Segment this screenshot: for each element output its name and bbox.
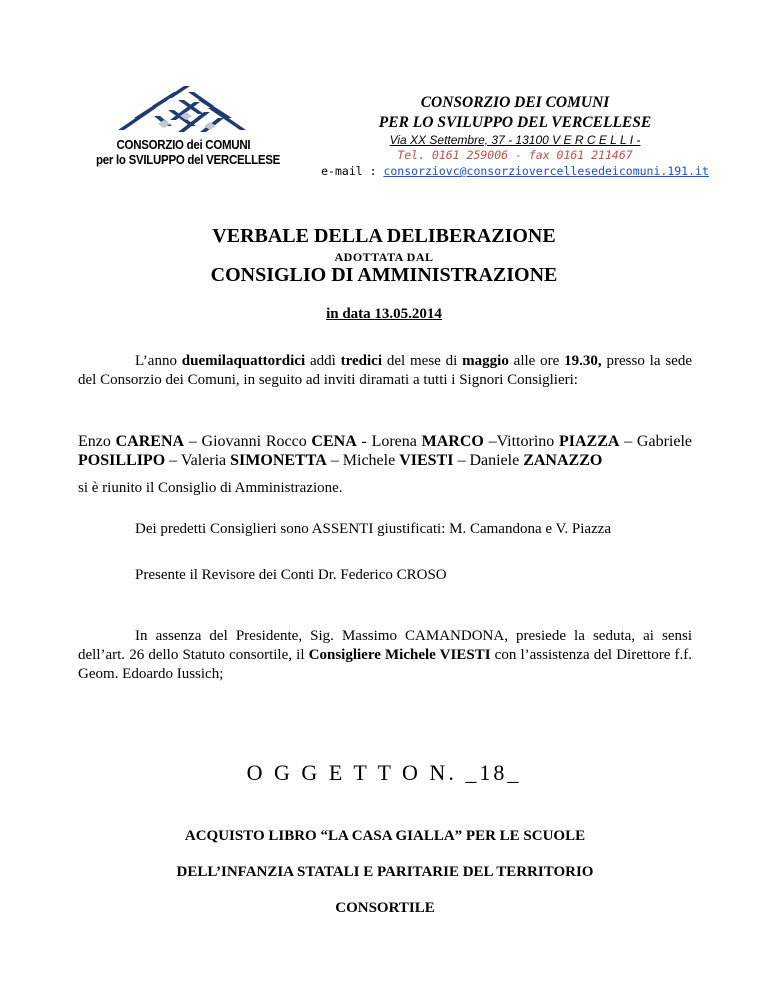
consortium-logo — [96, 86, 286, 178]
chair-paragraph: In assenza del Presidente, Sig. Massimo CAMANDONA, presiede la seduta, ai sensi dell’art. 26 dello Statuto consortile, il Consigliere Michele VIESTI con l’assistenza del Direttore f.f. Geom. Edoardo Iussich; — [78, 628, 692, 682]
opening-paragraph: L’anno duemilaquattordici addì tredici del mese di maggio alle ore 19.30, presso la sede del Consorzio dei Comuni, in seguito ad inviti diramati a tutti i Signori Consiglieri: — [78, 353, 692, 388]
email-link[interactable]: consorziovc@consorziovercellesedeicomuni.191.it — [383, 164, 709, 178]
email-label: e-mail : — [321, 164, 377, 178]
org-name-line-2: PER LO SVILUPPO DEL VERCELLESE — [378, 114, 652, 131]
subject-line-3: CONSORTILE — [335, 900, 435, 916]
issuing-body: CONSIGLIO DI AMMINISTRAZIONE — [210, 264, 558, 286]
org-address: Via XX Settembre, 37 - 13100 V E R C E L L I - — [389, 133, 641, 147]
subject-number: O G G E T T O N. _18_ — [246, 760, 522, 785]
councillors-list: Enzo CARENA – Giovanni Rocco CENA - Lorena MARCO –Vittorino PIAZZA – Gabriele POSILLIPO – Valeria SIMONETTA – Michele VIESTI – Daniele ZANAZZO — [78, 433, 692, 469]
logo-line-1: CONSORZIO dei COMUNI — [116, 138, 251, 152]
logo-line-2: per lo SVILUPPO del VERCELLESE — [96, 153, 281, 167]
logo-text — [96, 138, 281, 168]
subject-text — [78, 818, 692, 926]
meeting-date: in data 13.05.2014 — [326, 306, 442, 322]
auditor-present: Presente il Revisore dei Conti Dr. Federico CROSO — [135, 567, 447, 583]
council-met-statement: si è riunito il Consiglio di Amministrazione. — [78, 480, 343, 496]
org-email-line — [310, 163, 720, 180]
subject-line-2: DELL’INFANZIA STATALI E PARITARIE DEL TERRITORIO — [176, 864, 594, 880]
org-name-line-1: CONSORZIO DEI COMUNI — [420, 94, 610, 111]
organization-header — [310, 93, 720, 180]
absent-councillors: Dei predetti Consiglieri sono ASSENTI giustificati: M. Camandona e V. Piazza — [135, 521, 612, 537]
subject-line-1: ACQUISTO LIBRO “LA CASA GIALLA” PER LE SCUOLE — [184, 828, 586, 844]
document-title: VERBALE DELLA DELIBERAZIONE — [212, 225, 556, 247]
org-telephone: Tel. 0161 259006 - fax 0161 211467 — [397, 148, 633, 162]
logo-mark-icon — [114, 86, 264, 138]
document-subtitle: ADOTTATA DAL — [334, 250, 434, 264]
